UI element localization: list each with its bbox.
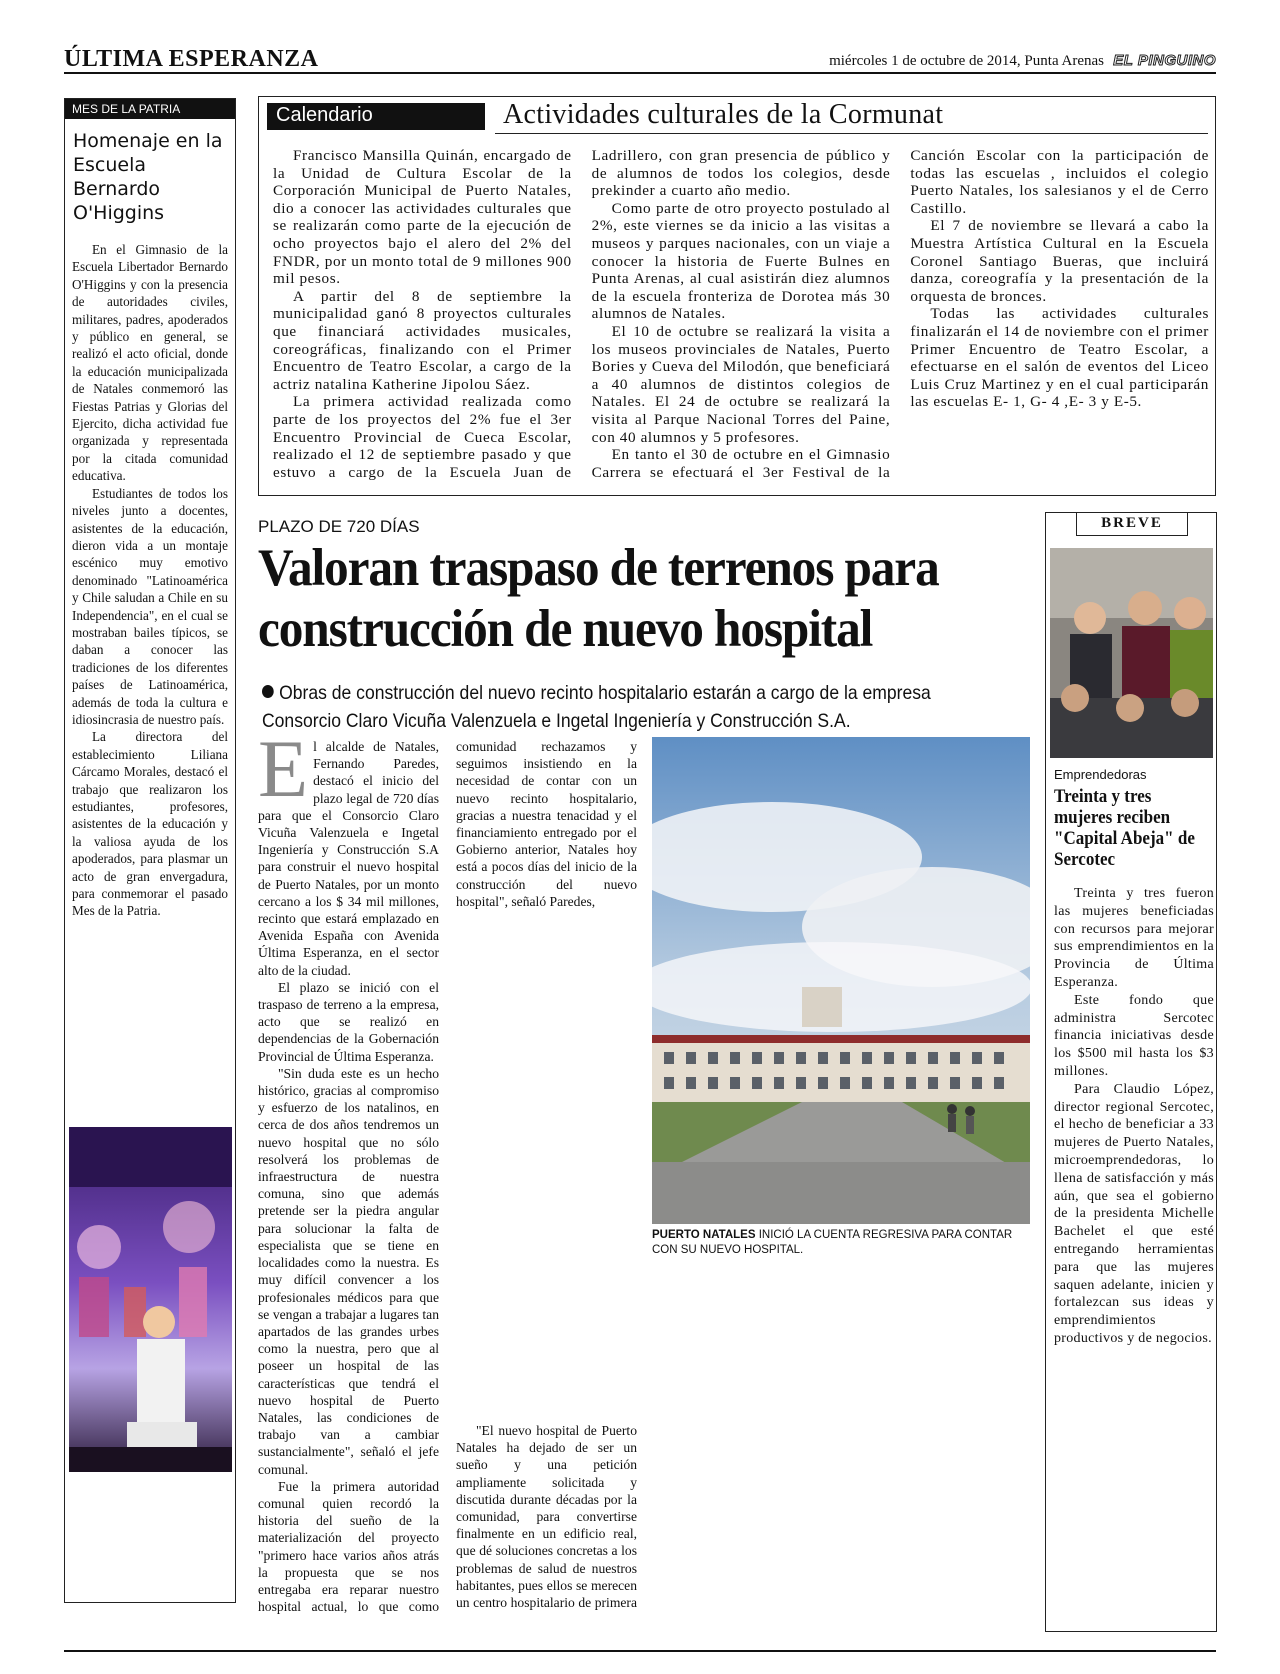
article-paragraph	[258, 723, 439, 979]
caption-lead: PUERTO NATALES	[652, 1229, 756, 1241]
article-body	[65, 225, 235, 920]
newspaper-logo: EL PINGUINO	[1113, 52, 1216, 69]
dance-performance-photo	[69, 1127, 232, 1472]
article-paragraph: "Sin duda este es un hecho histórico, gracias al compromiso y esfuerzo de los natalinos, en cerca de dos años tendremos un nuevo hospital que no sólo resolverá los problemas de infraestructura de nuestra comuna, sino que además pretende ser la piedra angular para solucionar la falta de especialista que se tiene en localidades como la nuestra. Es muy difícil convencer a los profesionales médicos para que se vengan a trabajar a lugares tan apartados de las grandes urbes como la nuestra, pero que al poseer un hospital de las características que tendrá el nuevo hospital de Puerto Natales, las condiciones de trabajo van a cambiar sustancialmente", señaló el jefe comunal.	[258, 1065, 439, 1477]
article-paragraph: Para Claudio López, director regional Sercotec, el hecho de beneficiar a 33 mujeres de Puerto Natales, microemprendedoras, lo llena de satisfacción y más aún, que sea el gobierno de la presidenta Michelle Bachelet el que esté entregando herramientas para que las mujeres saquen adelante, inicien y fortalezcan sus ideas y emprendimientos productivos y de negocios.	[1054, 1081, 1214, 1346]
calendario-headline: Actividades culturales de la Cormunat	[503, 99, 944, 130]
article-paragraph: Treinta y tres fueron las mujeres beneficiadas con recursos para mejorar sus emprendimientos en la Provincia de Última Esperanza.	[1054, 886, 1214, 990]
brief-box	[1045, 512, 1217, 1632]
dateline: miércoles 1 de octubre de 2014, Punta Arenas	[829, 53, 1104, 69]
section-title: ÚLTIMA ESPERANZA	[64, 46, 319, 72]
divider	[495, 133, 1208, 134]
article-paragraph: Como parte de otro proyecto postulado al 2%, este viernes se da inicio a las visitas a museos y parques nacionales, con un viaje a conocer la historia de Fuerte Bulnes en Punta Arenas, al cual asistirán diez alumnos de la escuela fronteriza de Dorotea más 30 alumnos de Natales.	[591, 199, 891, 323]
women-audience-photo	[1050, 548, 1213, 758]
page-header	[64, 46, 1216, 74]
article-kicker: MES DE LA PATRIA	[65, 99, 235, 119]
brief-body	[1054, 885, 1214, 1348]
bullet-icon	[262, 685, 274, 698]
article-paragraph: Este fondo que administra Sercotec financia iniciativas desde los $500 mil hasta los $3 millones.	[1054, 992, 1214, 1079]
brief-headline: Treinta y tres mujeres reciben "Capital Abeja" de Sercotec	[1054, 787, 1195, 870]
first-paragraph-text: l alcalde de Natales, Fernando Paredes, destacó el inicio del plazo legal de 720 días para que el Consorcio Claro Vicuña Valenzuela e Ingetal Ingeniería y Construcción S.A para construir el nuevo hospital de Puerto Natales, por un monto cercano a los $ 34 mil millones, recinto que estará emplazado en Avenida España con Avenida Última Esperanza, en el sector alto de la ciudad.	[258, 739, 439, 978]
caption-text: INICIÓ LA CUENTA REGRESIVA PARA CONTAR CON SU NUEVO HOSPITAL.	[652, 1229, 1013, 1256]
article-paragraph: El plazo se inició con el traspaso de terreno a la empresa, acto que se realizó en dependencias de la Gobernación Provincial de Última Esperanza.	[258, 979, 439, 1064]
divider	[64, 1650, 1216, 1652]
hospital-photo	[652, 737, 1030, 1224]
article-paragraph: Todas las actividades culturales finalizarán el 14 de noviembre con el primer Primer Encuentro de Teatro Escolar, a efectuarse en el salón de eventos del Liceo Luis Cruz Martinez y en el cual participarán las escuelas E- 1, G- 4 ,E- 3 y E-5.	[910, 305, 1209, 411]
brief-kicker: Emprendedoras	[1054, 767, 1147, 782]
article-paragraph: "El nuevo hospital de Puerto Natales ha dejado de ser un sueño y una petición ampliamente solicitada y discutida durante décadas por la comunidad, para convertirse finalmente en un edificio real, que dé soluciones concretas a los problemas de salud de nuestros habitantes, pues ellos se merecen un centro hospitalario de primera	[456, 1423, 637, 1611]
deck-text: Obras de construcción del nuevo recinto hospitalario estarán a cargo de la empresa Consorcio Claro Vicuña Valenzuela e Ingetal Ingeniería y Construcción S.A.	[262, 682, 931, 732]
photo-caption	[652, 1228, 1030, 1258]
article-paragraph: Fue la primera autoridad comunal quien recordó la historia del sueño de la materialización del proyecto "primero hace varios años atrás la propuesta que se nos entregaba era reparar nuestro hospital actual, lo que como comunidad rechazamos y seguimos insistiendo en la necesidad de contar con un nuevo recinto hospitalario, gracias a nuestra tenacidad y el financiamiento entregado por el Gobierno anterior, Natales hoy está a pocos días del inicio de la construcción del nuevo hospital", señaló Paredes,	[258, 739, 637, 1615]
article-paragraph: En tanto el 30 de octubre en el Gimnasio Carrera se efectuará el 3er Festival de la Canción Escolar con la participación de todas las escuelas , incluidos el colegio Puerto Natales, los salesianos y el de Cerro Castillo.	[591, 147, 1209, 481]
calendario-box	[258, 96, 1216, 496]
article-paragraph: Francisco Mansilla Quinán, encargado de la Unidad de Cultura Escolar de la Corporación Municipal de Puerto Natales, dio a conocer las actividades culturales que se realizarán como parte de la ejecución de ocho proyectos bajo el alero del 2% del FNDR, por un monto total de 9 millones 900 mil pesos.	[273, 147, 572, 288]
photo-spacer	[456, 910, 637, 1422]
article-paragraph: Estudiantes de todos los niveles junto a docentes, asistentes de la educación, dieron vida a un montaje escénico muy emotivo denominado "Latinoamérica y Chile saludan a Chile en su Independencia", en el cual se mostraban bailes típicos, se daban a conocer las tradiciones de los diferentes países de Latinoamérica, además de toda la cultura e idiosincrasia de nuestro país.	[72, 485, 228, 727]
left-column-article	[64, 98, 236, 1603]
dropcap: E	[258, 723, 309, 814]
article-paragraph: La directora del establecimiento Liliana Cárcamo Morales, destacó el trabajo que realizaron los estudiantes, profesores, asistentes de la educación y la valiosa ayuda de los apoderados, para plasmar un acto de gran envergadura, para conmemorar el pasado Mes de la Patria.	[72, 729, 228, 919]
article-paragraph: La primera actividad realizada como parte de los proyectos del 2% fue el 3er Encuentro Provincial de Cueca Escolar, realizado el 12 de septiembre pasado y que estuvo a cargo de la Escuela Juan de Ladrillero, con gran presencia de público y de alumnos de todos los colegios, desde prekinder a cuarto año medio.	[273, 147, 891, 481]
main-story-deck	[262, 679, 955, 735]
article-paragraph: El 7 de noviembre se llevará a cabo la Muestra Artística Cultural en la Escuela Coronel Santiago Bueras, que incluirá danza, coreografía y la presentación de la orquesta de bronces.	[910, 217, 1209, 305]
article-paragraph: A partir del 8 de septiembre la municipalidad ganó 8 proyectos culturales que financiará actividades musicales, coreográficas, finalizando con el Primer Encuentro de Teatro Escolar, a cargo de la actriz natalina Katherine Jipolou Sáez.	[273, 287, 572, 393]
calendario-tag: Calendario	[267, 103, 485, 130]
article-headline: Homenaje en la Escuela Bernardo O'Higgins	[73, 130, 223, 224]
main-story-kicker: PLAZO DE 720 DÍAS	[258, 517, 420, 536]
calendario-body	[273, 147, 1209, 489]
article-paragraph: El 10 de octubre se realizará la visita a los museos provinciales de Natales, Puerto Bories y Cueva del Milodón, que beneficiará a 40 alumnos de distintos colegios de Natales. El 24 de octubre se realizará la visita al Parque Nacional Torres del Paine, con 40 alumnos y 5 profesores.	[591, 322, 891, 446]
brief-tag: BREVE	[1076, 512, 1188, 536]
main-story-headline: Valoran traspaso de terrenos para construcción de nuevo hospital	[258, 539, 939, 658]
article-paragraph: En el Gimnasio de la Escuela Libertador Bernardo O'Higgins y con la presencia de autoridades civiles, militares, padres, apoderados y público en general, se realizó el acto oficial, donde la educación municipalizada de Natales conmemoró las Fiestas Patrias y Glorias del Ejercito, dicha actividad fue organizada y representada por la citada comunidad educativa.	[72, 242, 228, 484]
